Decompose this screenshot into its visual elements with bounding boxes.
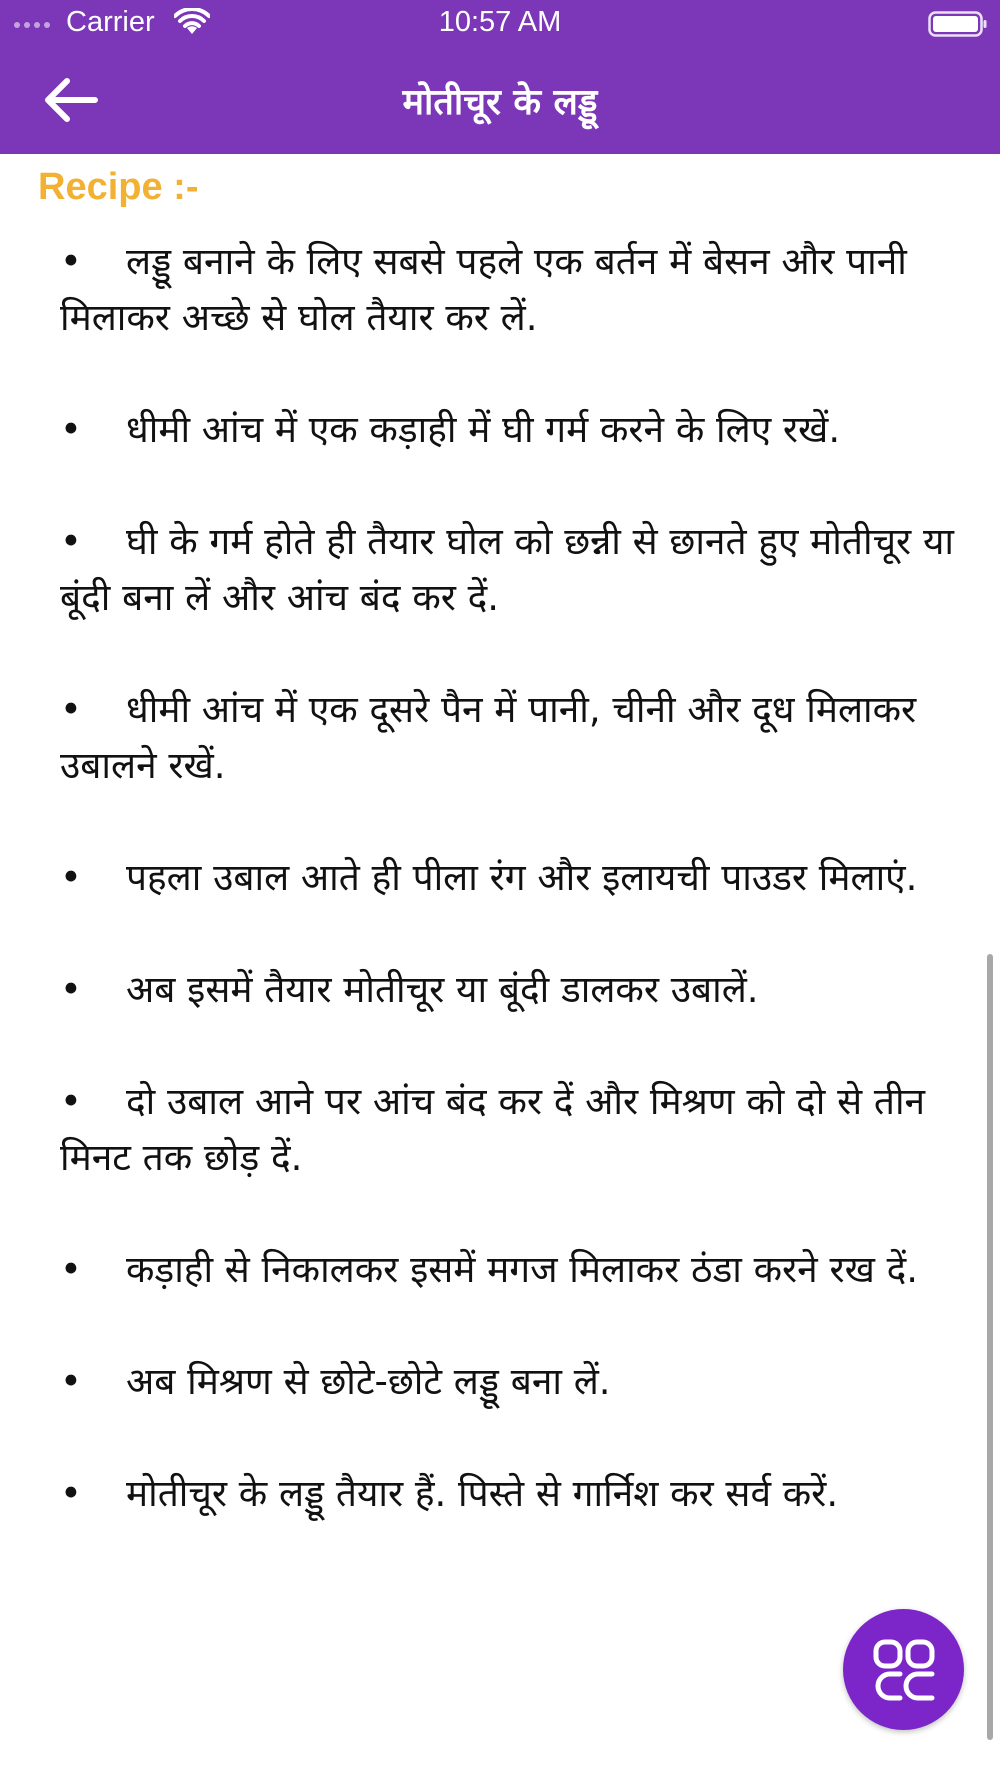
status-time: 10:57 AM: [438, 6, 562, 38]
recipe-step-text: घी के गर्म होते ही तैयार घोल को छन्नी से छानते हुए मोतीचूर या बूंदी बना लें और आंच बंद कर दें.: [60, 520, 966, 619]
recipe-content[interactable]: [0, 154, 1000, 1778]
carrier-label: Carrier: [66, 6, 155, 38]
recipe-step-text: अब इसमें तैयार मोतीचूर या बूंदी डालकर उबालें.: [126, 968, 759, 1011]
recipe-step-text: दो उबाल आने पर आंच बंद कर दें और मिश्रण को दो से तीन मिनट तक छोड़ दें.: [60, 1080, 937, 1179]
recipe-step: [60, 682, 980, 794]
bullet-icon: •: [60, 1360, 82, 1403]
recipe-step-text: लड्डू बनाने के लिए सबसे पहले एक बर्तन में बेसन और पानी मिलाकर अच्छे से घोल तैयार कर लें.: [60, 240, 919, 339]
bullet-icon: •: [60, 1472, 82, 1515]
bullet-icon: •: [60, 240, 82, 283]
recipe-steps-list: [60, 234, 980, 1578]
recipe-step: [60, 1242, 980, 1298]
battery-icon: [928, 10, 988, 38]
grid-apps-icon: [872, 1638, 936, 1702]
arrow-left-icon: [43, 75, 99, 125]
bullet-icon: •: [60, 1080, 82, 1123]
bullet-icon: •: [60, 520, 82, 563]
recipe-step-text: धीमी आंच में एक दूसरे पैन में पानी, चीनी और दूध मिलाकर उबालने रखें.: [60, 688, 928, 787]
recipe-step-text: कड़ाही से निकालकर इसमें मगज मिलाकर ठंडा करने रख दें.: [126, 1248, 919, 1291]
recipe-step-text: पहला उबाल आते ही पीला रंग और इलायची पाउडर मिलाएं.: [126, 856, 918, 899]
back-button[interactable]: [36, 68, 106, 132]
recipe-step: [60, 850, 980, 906]
status-bar: [0, 0, 1000, 48]
bullet-icon: •: [60, 968, 82, 1011]
page-title: मोतीचूर के लड्डू: [402, 82, 598, 123]
recipe-step: [60, 514, 980, 626]
recipe-step: [60, 1354, 980, 1410]
bullet-icon: •: [60, 856, 82, 899]
vertical-scrollbar[interactable]: [987, 954, 993, 1740]
apps-fab-button[interactable]: [843, 1609, 964, 1730]
nav-bar: [0, 48, 1000, 154]
recipe-step: [60, 234, 980, 346]
recipe-heading: Recipe :-: [38, 166, 199, 208]
bullet-icon: •: [60, 1248, 82, 1291]
recipe-step: [60, 402, 980, 458]
recipe-step-text: मोतीचूर के लड्डू तैयार हैं. पिस्ते से गार्निश कर सर्व करें.: [126, 1472, 839, 1515]
recipe-step-text: धीमी आंच में एक कड़ाही में घी गर्म करने के लिए रखें.: [126, 408, 841, 451]
recipe-step: [60, 1466, 980, 1522]
app-header: [0, 0, 1000, 154]
bullet-icon: •: [60, 688, 82, 731]
recipe-step: [60, 962, 980, 1018]
recipe-step: [60, 1074, 980, 1186]
recipe-step-text: अब मिश्रण से छोटे-छोटे लड्डू बना लें.: [126, 1360, 611, 1403]
bullet-icon: •: [60, 408, 82, 451]
